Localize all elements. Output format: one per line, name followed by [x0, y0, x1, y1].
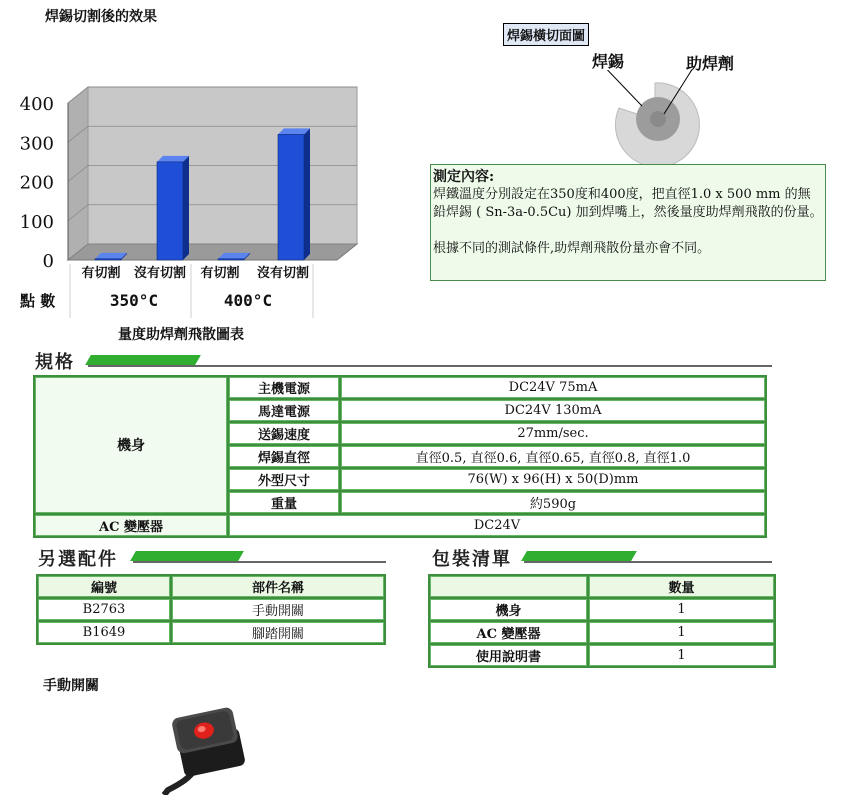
package-section-line — [524, 561, 772, 563]
y-tick-label: 0 — [42, 251, 54, 272]
spec-value: 約590g — [341, 492, 765, 513]
chart-caption: 量度助焊劑飛散圖表 — [118, 327, 244, 343]
package-qty: 1 — [589, 645, 774, 666]
spec-table — [33, 375, 767, 538]
options-header-code: 編號 — [38, 576, 170, 597]
note-body: 焊鐵溫度分別設定在350度和400度，把直徑1.0 x 500 mm 的無鉛焊錫 ( Sn-3a-0.5Cu) 加到焊嘴上，然後量度助焊劑飛散的份量。 — [433, 187, 823, 220]
chart-title: 焊錫切割後的效果 — [45, 9, 157, 25]
x-group-label: 350°C — [109, 291, 159, 310]
table-row — [430, 645, 774, 666]
bar — [218, 259, 244, 260]
spec-label: 送錫速度 — [229, 423, 339, 444]
table-row — [38, 576, 384, 597]
table-row — [38, 599, 384, 620]
spec-label: 主機電源 — [229, 377, 339, 398]
option-code: B1649 — [38, 622, 170, 643]
package-item: AC 變壓器 — [430, 622, 587, 643]
spec-value: 76(W) x 96(H) x 50(D)mm — [341, 469, 765, 490]
package-header-item — [430, 576, 587, 597]
spec-section-bar — [85, 355, 201, 365]
flux-label: 助焊劑 — [686, 54, 735, 73]
package-table — [428, 574, 776, 668]
options-table — [36, 574, 386, 645]
package-item: 機身 — [430, 599, 587, 620]
options-section-bar — [130, 551, 244, 561]
spec-section-line — [88, 365, 772, 367]
bar-chart — [0, 70, 360, 320]
bar — [278, 134, 304, 260]
table-row — [430, 576, 774, 597]
note-conclusion: 根據不同的測試條件,助焊劑飛散份量亦會不同。 — [433, 241, 711, 256]
y-tick-label: 400 — [19, 94, 54, 115]
ac-adapter-value: DC24V — [229, 515, 765, 536]
table-row — [35, 515, 765, 536]
spec-label: 馬達電源 — [229, 400, 339, 421]
measurement-note — [430, 164, 826, 281]
spec-section-title: 規格 — [35, 352, 75, 373]
package-header-qty: 數量 — [589, 576, 774, 597]
ac-adapter-label: AC 變壓器 — [35, 515, 227, 536]
table-row — [38, 622, 384, 643]
bar-side — [304, 128, 310, 260]
bar — [157, 162, 183, 260]
package-qty: 1 — [589, 599, 774, 620]
spec-value: 直徑0.5, 直徑0.6, 直徑0.65, 直徑0.8, 直徑1.0 — [341, 446, 765, 467]
package-section-bar — [521, 551, 637, 561]
spec-label: 焊錫直徑 — [229, 446, 339, 467]
table-row — [430, 622, 774, 643]
spec-value: DC24V 75mA — [341, 377, 765, 398]
table-row — [430, 599, 774, 620]
bar-side — [183, 156, 189, 260]
option-code: B2763 — [38, 599, 170, 620]
table-row — [35, 377, 765, 398]
option-name: 手動開關 — [172, 599, 384, 620]
spec-label: 重量 — [229, 492, 339, 513]
y-tick-label: 100 — [19, 211, 54, 233]
note-heading: 測定內容: — [433, 169, 495, 185]
spec-value: DC24V 130mA — [341, 400, 765, 421]
options-header-name: 部件名稱 — [172, 576, 384, 597]
option-name: 腳踏開關 — [172, 622, 384, 643]
package-section-title: 包裝清單 — [432, 549, 512, 570]
x-category-label: 有切割 — [81, 266, 121, 281]
package-qty: 1 — [589, 622, 774, 643]
solder-cross-section-diagram — [600, 70, 710, 165]
package-item: 使用說明書 — [430, 645, 587, 666]
solder-label: 焊錫 — [592, 52, 625, 71]
spec-group-label: 機身 — [35, 377, 227, 513]
options-section-line — [133, 561, 386, 563]
y-tick-label: 200 — [19, 172, 54, 194]
cross-section-title: 焊錫橫切面圖 — [503, 23, 589, 46]
x-category-label: 沒有切割 — [133, 266, 187, 281]
x-group-label: 400°C — [223, 291, 273, 310]
y-tick-label: 300 — [19, 133, 54, 155]
spec-value: 27mm/sec. — [341, 423, 765, 444]
spec-label: 外型尺寸 — [229, 469, 339, 490]
x-category-label: 沒有切割 — [256, 266, 310, 281]
y-axis-label: 點 數 — [20, 292, 56, 310]
x-category-label: 有切割 — [200, 266, 240, 281]
manual-switch-title: 手動開關 — [43, 678, 99, 694]
manual-switch-image — [150, 698, 270, 795]
options-section-title: 另選配件 — [38, 549, 118, 570]
bar — [95, 259, 121, 260]
